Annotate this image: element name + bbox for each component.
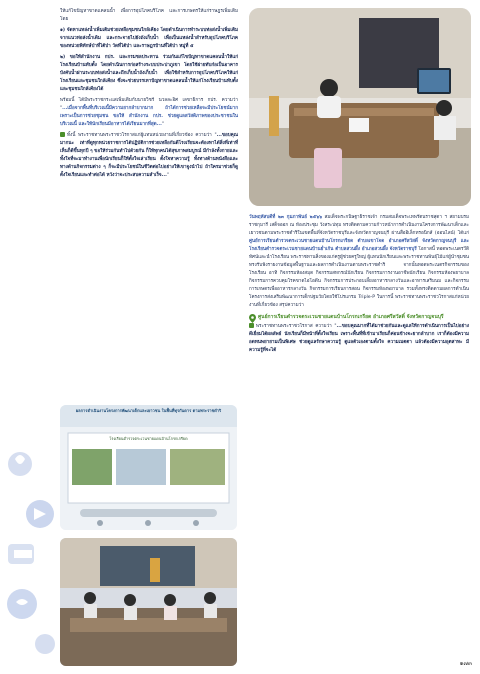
diamond-bullet-icon bbox=[249, 323, 254, 328]
right-paragraph-2 bbox=[249, 323, 469, 355]
school-names-highlight: ศูนย์การเรียนตำรวจตระเวนชายแดนบ้านโกรกเกรียด ตำบลเขาโจด อำเภอศรีสวัสดิ์ จังหวัดกาญจนบุรี และโรงเรียนตำรวจตระเวนชายแดนบ้านย่ำเก้น ตำบลสวนผึ้ง อำเภอสวนผึ้ง จังหวัดราชบุรี bbox=[249, 239, 469, 252]
sub-heading-block bbox=[249, 313, 469, 321]
right-paragraph-1-text: สมเด็จพระกนิษฐาธิราชเจ้า กรมสมเด็จพระเทพรัตนราชสุดา ฯ สยามบรมราชกุมารี เสด็จออก ณ ห้องประชุม วังสระปทุม ทรงติดตามความก้าวหน้าการดำเนินงานโครงการพัฒนาเด็กและเยาวชนตามพระราชดำริในเขตพื้นที่จังหวัดราชบุรีและจังหวัดกาญจนบุรี ผ่านสื่ออิเล็กทรอนิกส์ (ออนไลน์) ได้แก่ bbox=[249, 215, 470, 236]
photo-presentation-screen bbox=[60, 405, 237, 530]
meeting-room-illustration bbox=[60, 538, 237, 666]
left-paragraph-4 bbox=[60, 97, 238, 129]
sub-heading: ศูนย์การเรียนตำรวจตระเวนชายแดนบ้านโกรกเกรียด อำเภอศรีสวัสดิ์ จังหวัดกาญจนบุรี bbox=[258, 314, 444, 320]
photo-meeting-room bbox=[60, 538, 237, 666]
presentation-screen-illustration bbox=[60, 405, 237, 530]
left-paragraph-5-text: ทั้งนี้ พระราชทานพระราชวโรกาสแก่ผู้แทนหน่วยงานที่เกี่ยวข้อง ความว่า " bbox=[67, 133, 217, 138]
left-paragraph-1: ให้แก้ไขปัญหาขาดแคลนน้ำ เพื่อการอุปโภคบริโภค และการเกษตรให้แก่ราษฎรเพิ่มเติม โดย bbox=[60, 9, 238, 22]
left-paragraph-2: ๑) จัดหาแหล่งน้ำเพิ่มเติมช่วยเหลือชุมชนใกล้เคียง โดยดำเนินการทำระบบท่อส่งน้ำเพิ่มเติมจากแนวท่อส่งน้ำเดิม และกระจายไปยังถังเก็บน้ำ เพื่อเป็นแหล่งน้ำสำหรับอุปโภคบริโภคของหน่วยพิทักษ์ป่าที่ไต้ป่า วัดที่ไต้ป่า และราษฎรบ้านที่ไต้ป่า หมู่ที่ ๕ bbox=[60, 28, 238, 49]
location-pin-icon bbox=[249, 314, 256, 323]
date-text: วันพฤหัสบดีที่ ๒๓ กุมภาพันธ์ ๒๕๖๖ bbox=[249, 215, 323, 220]
right-text-column bbox=[249, 214, 469, 358]
left-paragraph-4-text: พร้อมนี้ ได้มีพระราชกระแสเพิ่มเติมกับนายวิชร์ นวลละอิศ เลขาธิการ กปร. ความว่า " bbox=[60, 98, 238, 111]
right-paragraph-1 bbox=[249, 214, 469, 310]
screen-subtitle: โรงเรียนตำรวจตระเวนชายแดนบ้านโกรกเกรียด bbox=[109, 436, 188, 441]
right-paragraph-1-rest: โอกาสนี้ ทอดพระเนตรวีดิทัศน์และนำโรงเรียน พระราชทานสิ่งของแก่ครูผู้ช่วยครูใหญ่ ผู้แทนนักเรียนและพระราชทานพันธุ์ไม้แก่ผู้นำชุมชน ทรงรับฟังรายงานข้อมูลพื้นฐานและผลการดำเนินงานตามพระราชดำริ จากนั้นทอดพระเนตรกิจกรรมของโรงเรียน อาทิ กิจกรรมห้องสมุด กิจกรรมสหกรณ์นักเรียน กิจกรรมการงานอาชีพนักเรียน กิจกรรมห้องพยาบาล กิจกรรมการควบคุมโรคขาดไอโอดีน กิจกรรมการประกอบเลี้ยงอาหารกลางวันและอาหารเสริมนม และกิจกรรมการเกษตรเพื่ออาหารกลางวัน กิจกรรมการเรียนการสอน กิจกรรมห้องพยาบาล รวมทั้งทรงติดตามผลการดำเนินโครงการส่งเสริมพัฒนาการเด็กปฐมวัยโดยใช้โปรแกรม Triple-P ในการนี้ พระราชทานพระราชวโรกาสแก่หน่วยงานที่เกี่ยวข้อง สรุปความว่า bbox=[249, 247, 469, 308]
left-paragraph-5 bbox=[60, 132, 238, 180]
left-paragraph-5-quote: ...ขอบคุณมากนะ เท่าที่ดูทุกหน่วยราชการได้ปฏิบัติการช่วยเหลือกันดีโรงเรียนจะต้องหาได้สิ่งที่เท่าที่เห็นก็ดีขึ้นทุกปี ๆ ขอให้ร่วมกันทำไปด้วยกัน ก็ให้ทุกคนได้สุขภาพสมบูรณ์ มีกำลังทั้งกายและทั้งใจที่จะมาทำงานเพื่อนักเรียนก็ให้ตั้งใจเล่าเรียน ตั้งใจหาความรู้ ทั้งทางด้านหนังสือและทางด้านกิจกรรมต่าง ๆ ก็จะมีประโยชน์ในชีวิตต่อไปอย่างให้เขาจูงนำไป ถ้าใครมาช่วยก็ดูตั้งใจเรียนและทำต่อได้ หวังว่าจะประสบความสำเร็จ... bbox=[60, 133, 238, 178]
diamond-bullet-icon bbox=[60, 132, 65, 137]
social-icons-decoration bbox=[0, 434, 60, 674]
left-paragraph-4-end: " bbox=[161, 122, 165, 127]
left-paragraph-3: ๒) ขอให้สำนักงาน กปร. และกรมชลประทาน ร่วมกันแก้ไขปัญหาขาดแคลนน้ำให้แก่โรงเรียนบ้านทับตั้ง โดยดำเนินการก่อสร้างระบบประปาภูเขา โดยใช้ฝายทับก๋อเป็นอาคารบังคับน้ำผ่านระบบท่อส่งน้ำและถึกเก็บน้ำถังเก็บน้ำ เพื่อใช้สำหรับการอุปโภคบริโภคให้แก่โรงเรียนและชุมชนใกล้เคียง ซึ่งจะช่วยบรรเทาปัญหาขาดแคลนน้ำให้แก่โรงเรียนบ้านทับตั้ง และชุมชนใกล้เคียงได้ bbox=[60, 55, 238, 92]
right-paragraph-2-text: พระราชทานพระราชวโรกาส ความว่า " bbox=[256, 324, 337, 329]
right-paragraph-2-quote: ...ขอบคุณมากที่ได้มาช่วยกันและดูแลให้การดำเนินการเป็นไปอย่างดีเยี่ยมได้ผลลัพธ์ นักเรียนก็มีหน้าที่ตั้งใจเรียน เพราะพื้นที่ที่เข้ามาเรียนก็ค่อนข้างจะยากลำบาก เราก็ต้องมีความอดทนพยายามเป็นพิเศษ ช่วยดูแลรักษาความรู้ ดูแลตัวเองตามตั้งใจ ความเมตตา แล้วต้องมีความอุตสาหะ มีความรู้ที่จะได้ bbox=[249, 324, 469, 353]
left-paragraph-4-quote: ...เมื่อจากพื้นที่บริเวณนี้มีความยากลำบากมาก ถ้าได้การช่วยเหลือจะมีประโยชน์มาก เพราะเป็นการช่วยชุมชน ขอให้ สำนักงาน กปร. ช่วยดูแลสวัสดิภาพของประชาชนในบริเวณนี้ และให้นักเรียนมีอาหารได้เรียนมากที่สุด... bbox=[60, 106, 238, 127]
screen-title: ผลการดำเนินงานโครงการพัฒนาเด็กและเยาวชน ในพื้นที่ทุรกันดาร ตามพระราชดำริ bbox=[75, 408, 222, 413]
left-text-column bbox=[60, 8, 238, 183]
left-paragraph-5-end: " bbox=[166, 173, 169, 178]
page-number: ๑๗๓ bbox=[459, 660, 472, 667]
photo-royal-meeting bbox=[249, 8, 471, 206]
royal-meeting-illustration bbox=[249, 8, 471, 206]
